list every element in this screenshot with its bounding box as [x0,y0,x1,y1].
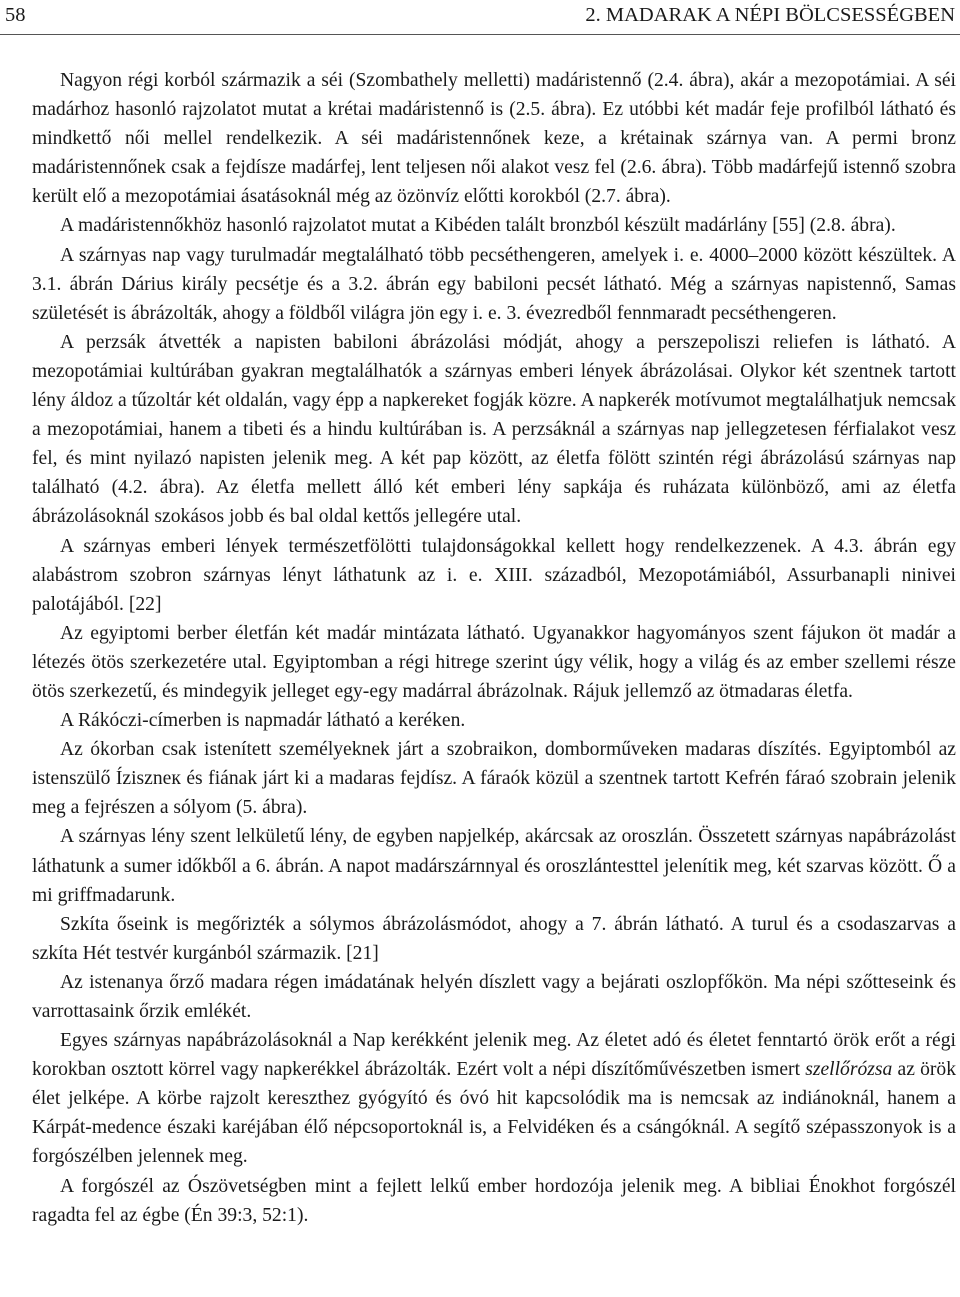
paragraph: A Rákóczi-címerben is napmadár látható a keréken. [60,710,466,732]
paragraph: A perzsák átvették a napisten babiloni ábrázolási módját, ahogy a perszepoliszi reliefen is látható. A mezopotámiai kultúrában gyakran megtalálhatók a szárnyas emberi lények ábrázolásai. Olykor két szentnek tartott lény áldoz a tűzoltár két oldalán, vagy épp a napkereket fogják közre. A napkerék motívumot megtalálhatjuk nemcsak a mezopotámiai, hanem a tibeti és a hindu kultúrában is. A perzsáknál a szárnyas nap jellegzetesen férfialakot vesz fel, és mint nyilazó napisten jelenik meg. A két pap között, az életfa fölött szintén régi ábrázolású szárnyas nap található (4.2. ábra). Az életfa mellett álló két emberi lény sapkája és ruházata különböző, ami az életfa ábrázolásoknál szokásos jobb és bal oldal kettős jellegére utal. [32,331,956,528]
paragraph-part: az örök élet jelképe. A körbe rajzolt kereszthez gyógyító és óvó hit kapcsolódik ma is nemcsak az indiánoknál, hanem a Kárpát-medence északi karéjában élő népcsoportoknál is, a Felvidéken és a csángóknál. A segítő szépasszonyok is a forgószélben jelennek meg. [32,1059,956,1168]
paragraph-part: Egyes szárnyas napábrázolásoknál a Nap kerékként jelenik meg. Az életet adó és életet fenntartó örök erőt a régi korokban osztott körrel vagy napkerékkel ábrázolták. Ezért volt a népi díszítőművészetben ismert [32,1030,956,1081]
running-header [5,1,955,29]
paragraph: A forgószél az Ószövetségben mint a fejlett lelkű ember hordozója jelenik meg. A bibliai Énokhot forgószél ragadta fel az égbe (Én 39:3, 52:1). [32,1175,956,1226]
italic-term: szellőrózsa [805,1059,893,1081]
page-number: 58 [5,3,26,26]
chapter-title: 2. MADARAK A NÉPI BÖLCSESSÉGBEN [585,3,955,26]
paragraph [32,1026,956,1171]
paragraph: Nagyon régi korból származik a séi (Szombathely melletti) madáristennő (2.4. ábra), akár a mezopotámiai. A séi madárhoz hasonló rajzolatot mutat a krétai madáristennő is (2.5. ábra). Ez utóbbi két madár feje profilból látható és mindkettő női mellel rendelkezik. A séi madáristennőnek keze, a krétainak szárnya van. A permi bronz madáristennőnek csak a fejdísze madárfej, lent teljesen női alakot vesz fel (2.6. ábra). Több madárfejű istennő szobra került elő a mezopotámiai ásatásoknál még az özönvíz előtti korokból (2.7. ábra). [32,70,956,208]
body-text [32,66,956,1230]
paragraph: A szárnyas lény szent lelkületű lény, de egyben napjelkép, akárcsak az oroszlán. Összetett szárnyas napábrázolást láthatunk a sumer időkből a 6. ábrán. A napot madárszárnnyal és oroszlántesttel jelenítik meg, két szarvas között. Ő a mi griffmadarunk. [32,826,956,906]
paragraph: Szkíta őseink is megőrizték a sólymos ábrázolásmódot, ahogy a 7. ábrán látható. A turul és a csodaszarvas a szkíta Hét testvér kurgánból származik. [21] [32,913,956,964]
paragraph: A madáristennőkhöz hasonló rajzolatot mutat a Kibéden talált bronzból készült madárlány [55] (2.8. ábra). [60,215,896,237]
paragraph: A szárnyas emberi lények természetfölötti tulajdonságokkal kellett hogy rendelkezzenek. A 4.3. ábrán egy alabástrom szobron szárnyas lényt láthatunk az i. e. XIII. századból, Mezopotámiából, Assurbanapli ninivei palotájából. [22] [32,535,956,615]
header-rule [0,34,960,35]
paragraph: Az egyiptomi berber életfán két madár mintázata látható. Ugyanakkor hagyományos szent fájukon öt madár a létezés ötös szerkezetére utal. Egyiptomban a régi hitrege szerint úgy vélik, hogy a világ és az ember szellemi része ötös szerkezetű, és mindegyik jelleget egy-egy madárral ábrázolnak. Rájuk jellemző az ötmadaras életfa. [32,622,956,702]
paragraph: Az istenanya őrző madara régen imádatának helyén díszlett vagy a bejárati oszlopfőkön. Ma népi szőtteseink és varrottasaink őrzik emlékét. [32,971,956,1022]
paragraph: A szárnyas nap vagy turulmadár megtalálható több pecséthengeren, amelyek i. e. 4000–2000 között készültek. A 3.1. ábrán Dárius király pecsétje és a 3.2. ábrán egy babiloni pecsét látható. Még a szárnyas napistennő, Samas születését is ábrázolták, ahogy a földből világra jön egy i. e. 3. évezredből fennmaradt pecséthengeren. [32,244,956,324]
paragraph: Az ókorban csak istenített személyeknek járt a szobraikon, domborműveken madaras díszítés. Egyiptomból az istenszülő Íziszneк és fiának járt ki a madaras fejdísz. A fáraók közül a szentnek tartott Kefrén fáraó szobrain jelenik meg a fejrészen a sólyom (5. ábra). [32,739,956,819]
